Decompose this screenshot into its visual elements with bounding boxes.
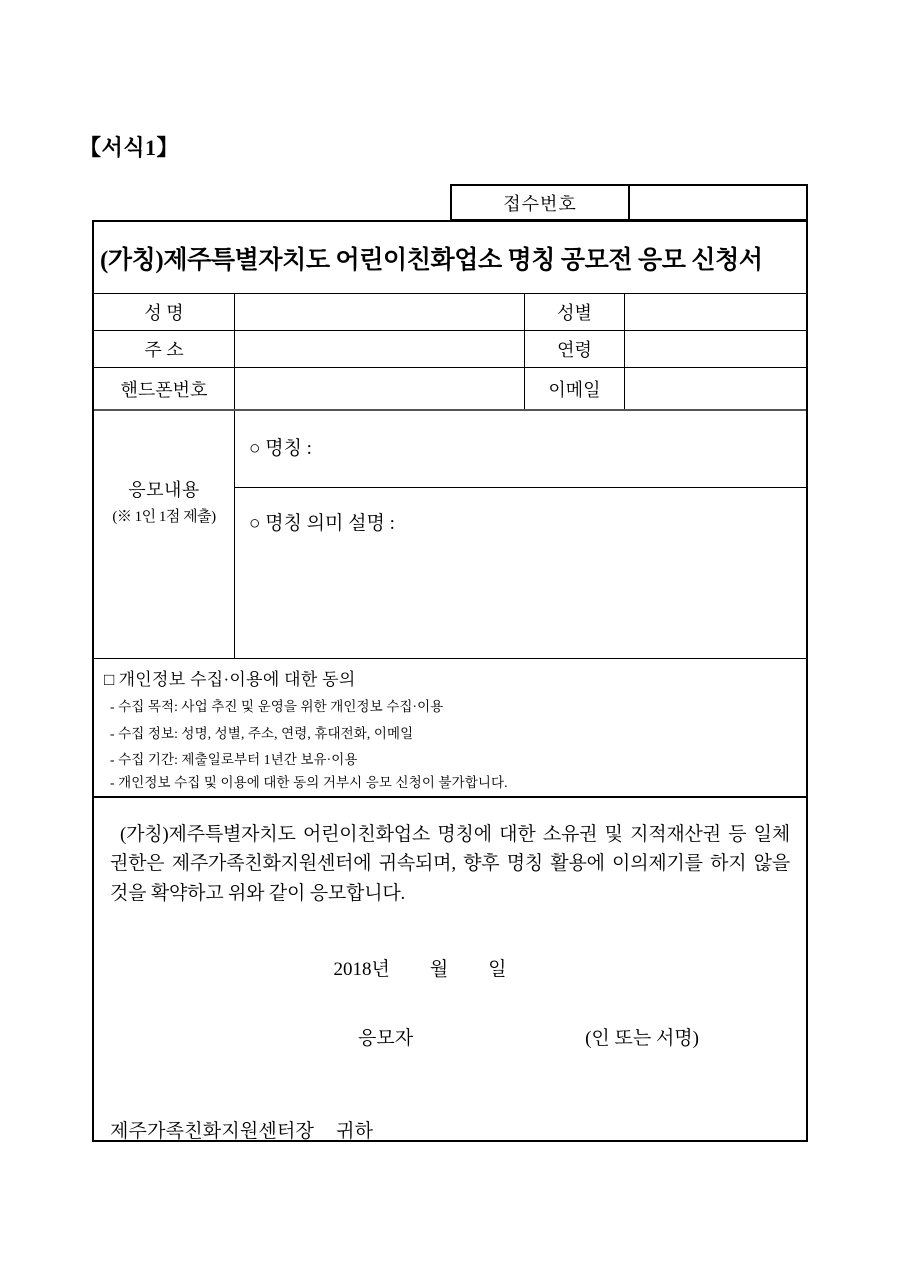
table-row (94, 368, 806, 411)
date-month[interactable]: 월 (429, 959, 449, 981)
form-number-label: 【서식1】 (79, 135, 180, 160)
page-title: (가칭)제주특별자치도 어린이친화업소 명칭 공모전 응모 신청서 (100, 246, 763, 274)
mobile-field[interactable] (235, 368, 525, 409)
consent-line: - 수집 기간: 제출일로부터 1년간 보유·이용 (110, 752, 358, 767)
table-row (94, 294, 806, 331)
address-field[interactable] (235, 331, 525, 367)
name-field[interactable] (235, 294, 525, 330)
date-line (110, 954, 790, 981)
declaration-section (94, 798, 806, 1143)
consent-line: - 수집 목적: 사업 추진 및 운영을 위한 개인정보 수집·이용 (110, 699, 444, 714)
privacy-consent-section (94, 659, 806, 798)
consent-line: - 개인정보 수집 및 이용에 대한 동의 거부시 응모 신청이 불가합니다. (110, 775, 508, 790)
receipt-number-box (450, 184, 808, 221)
entry-meaning-row[interactable] (235, 488, 806, 658)
submission-content-label (94, 411, 235, 658)
submission-label-main: 응모내용 (128, 479, 200, 500)
entry-name-label: ○ 명칭 : (249, 438, 312, 459)
document-title-row (94, 222, 806, 294)
gender-field[interactable] (625, 294, 806, 330)
addressee-honorific: 귀하 (336, 1121, 374, 1143)
date-day[interactable]: 일 (488, 959, 507, 981)
consent-heading-text: 개인정보 수집·이용에 대한 동의 (118, 670, 356, 689)
entry-meaning-label: ○ 명칭 의미 설명 : (249, 513, 395, 534)
mobile-label: 핸드폰번호 (94, 368, 235, 409)
declaration-paragraph: (가칭)제주특별자치도 어린이친화업소 명칭에 대한 소유권 및 지적재산권 등 일체 권한은 제주가족친화지원센터에 귀속되며, 향후 명칭 활용에 이의제기를 하지 않을 것을 확약하고 위와 같이 응모합니다. (110, 824, 790, 904)
seal-or-signature-note[interactable]: (인 또는 서명) (585, 1028, 699, 1050)
email-field[interactable] (625, 368, 806, 409)
entry-name-row[interactable] (235, 411, 806, 488)
submission-label-note: (※ 1인 1점 제출) (112, 508, 216, 525)
addressee-name: 제주가족친화지원센터장 (110, 1121, 315, 1143)
receipt-number-label: 접수번호 (452, 186, 630, 219)
signer-label: 응모자 (358, 1028, 414, 1050)
age-label: 연령 (525, 331, 625, 367)
application-form-table (92, 220, 808, 1142)
checkbox-icon[interactable]: □ (104, 670, 115, 689)
address-label: 주 소 (94, 331, 235, 367)
signature-line (110, 1023, 790, 1050)
consent-line: - 수집 정보: 성명, 성별, 주소, 연령, 휴대전화, 이메일 (110, 726, 414, 741)
email-label: 이메일 (525, 368, 625, 409)
age-field[interactable] (625, 331, 806, 367)
consent-heading (104, 665, 796, 690)
date-year: 2018년 (333, 959, 390, 981)
addressee-line (110, 1116, 790, 1143)
table-row (94, 331, 806, 368)
gender-label: 성별 (525, 294, 625, 330)
name-label: 성 명 (94, 294, 235, 330)
receipt-number-field[interactable] (630, 186, 806, 219)
submission-entry-area (235, 411, 806, 658)
submission-content-section (94, 411, 806, 659)
